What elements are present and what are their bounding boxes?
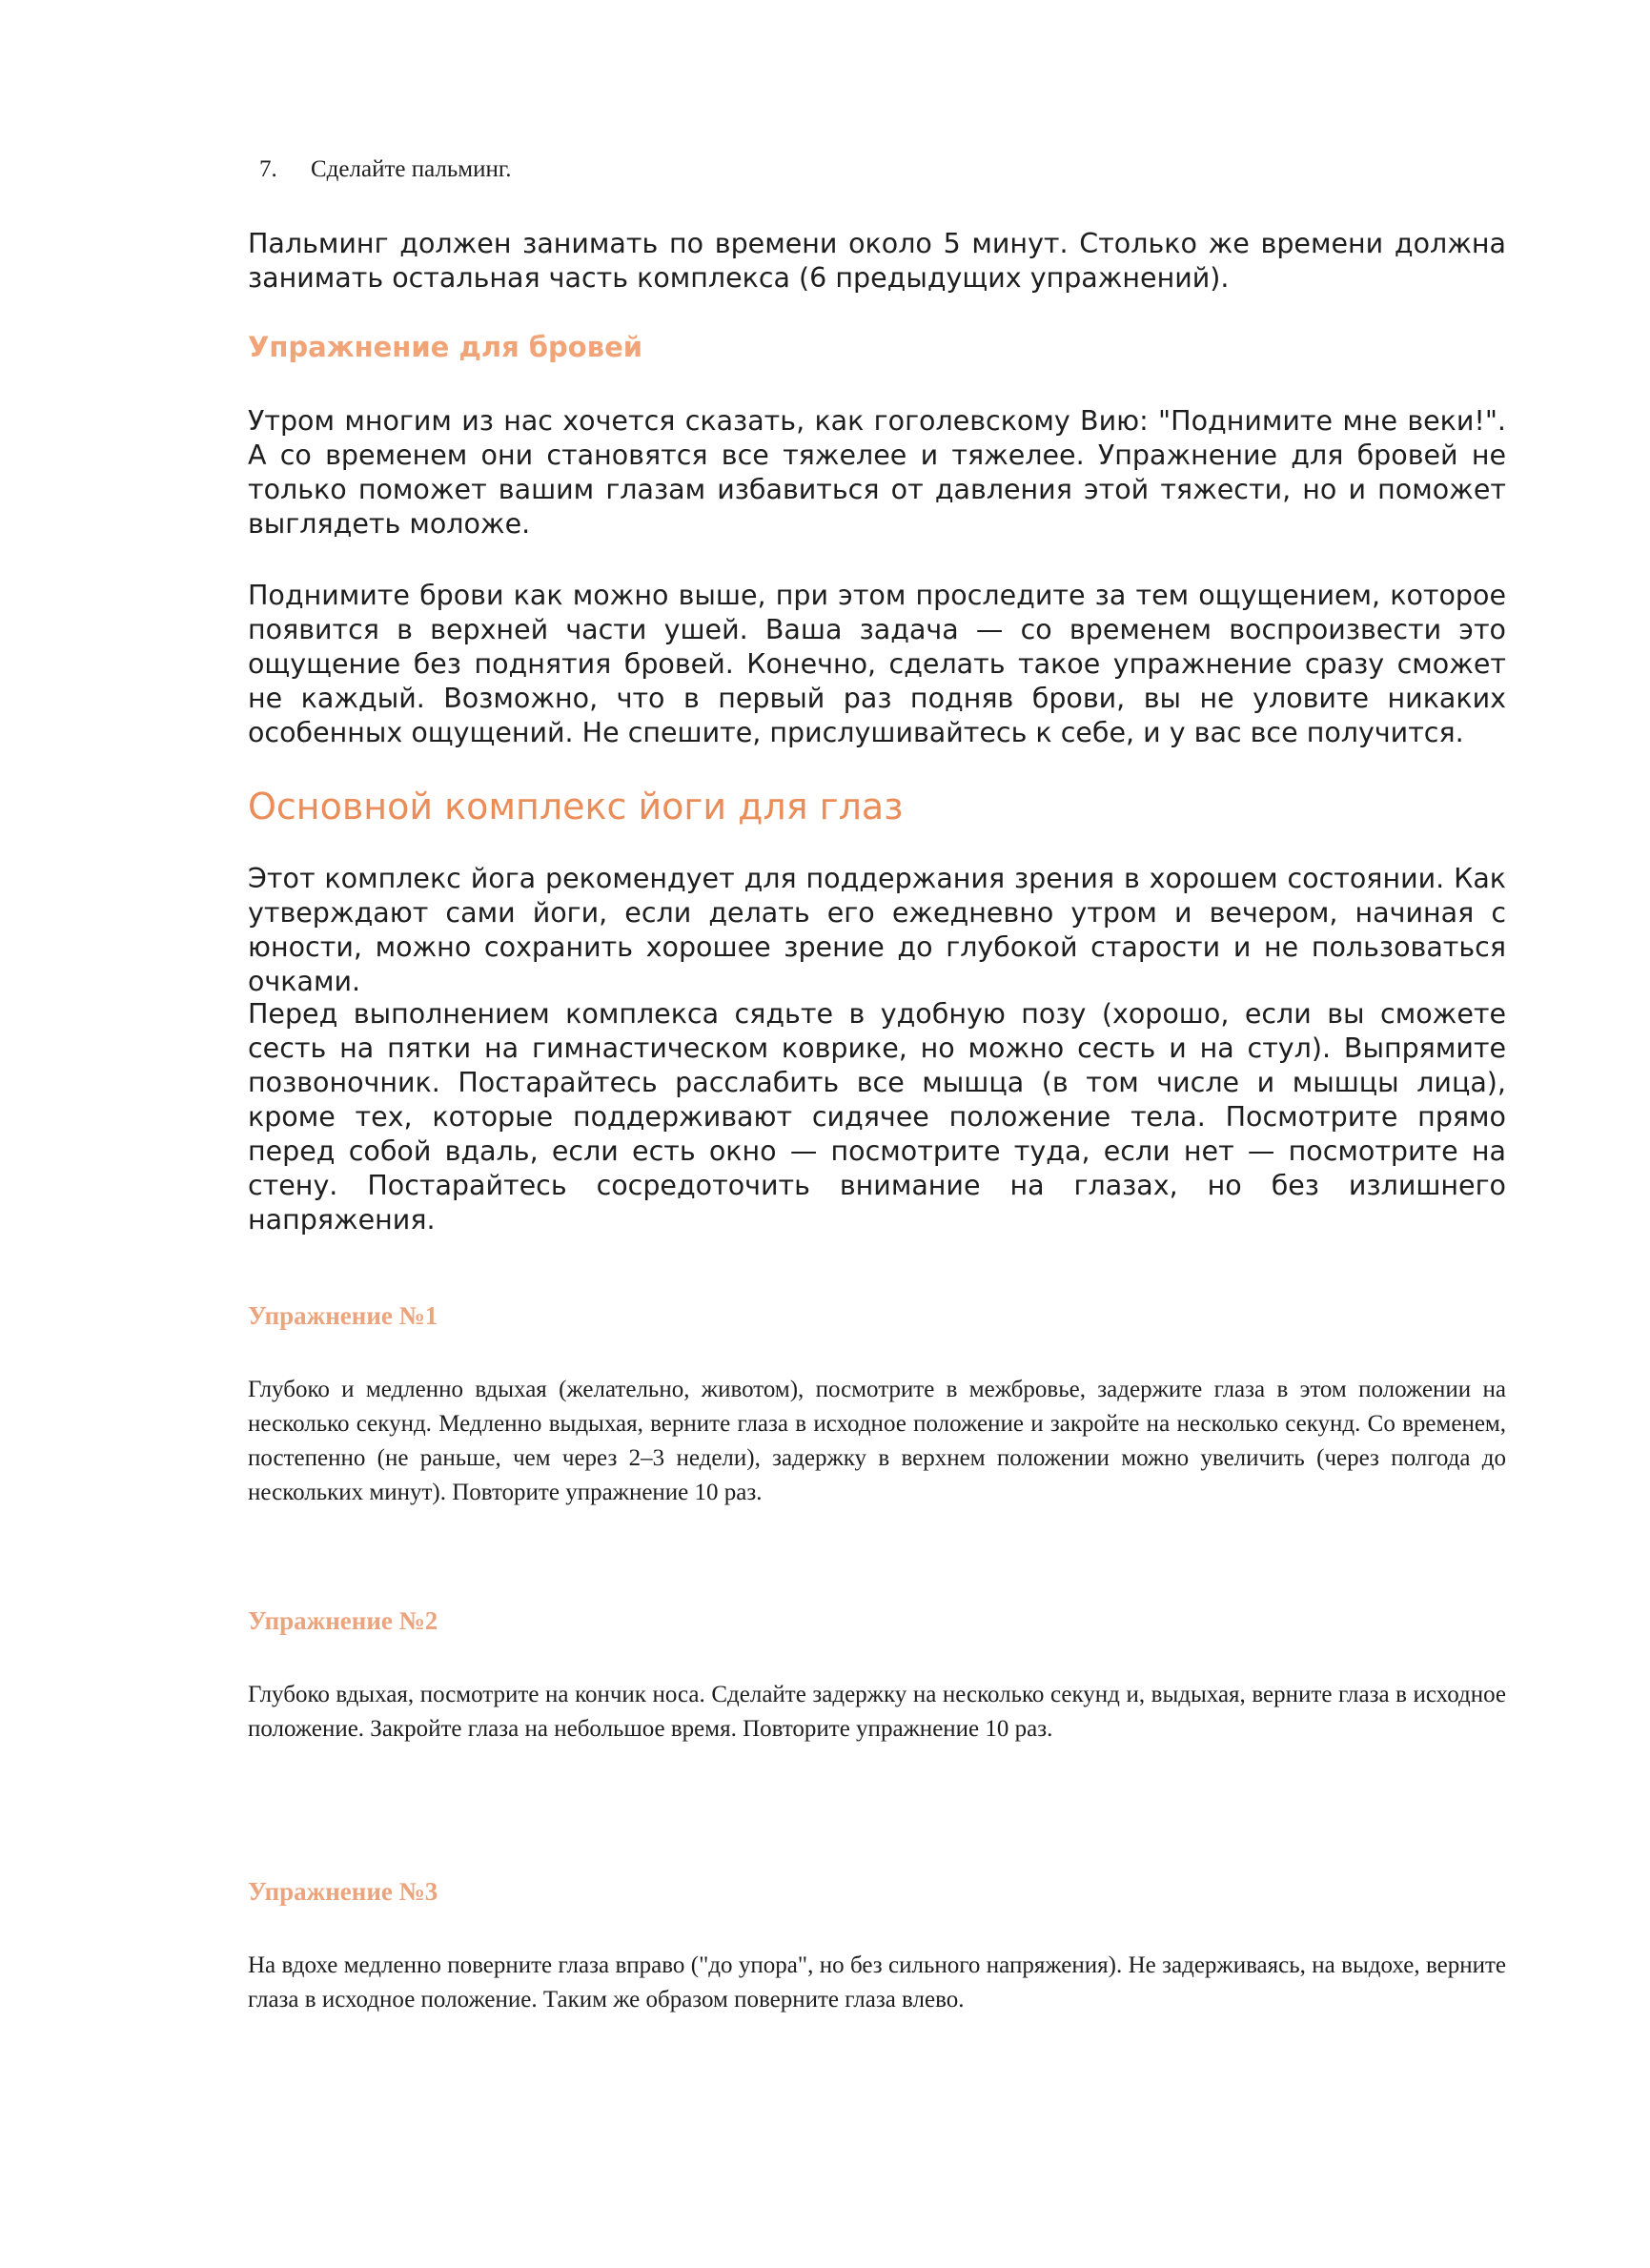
palming-note: Пальминг должен занимать по времени около 5 минут. Столько же времени должна занимать остальная часть комплекса (6 предыдущих упражнений).	[248, 228, 1506, 294]
exercise-3-text: На вдохе медленно поверните глаза вправо ("до упора", но без сильного напряжения). Не задерживаясь, на выдохе, верните глаза в исходное положение. Таким же образом поверните глаза влево.	[248, 1952, 1506, 2013]
eyebrows-paragraph-2: Поднимите брови как можно выше, при этом проследите за тем ощущением, которое появится в верхней части ушей. Ваша задача — со временем воспроизвести это ощущение без поднятия бровей. Конечно, сделать такое упражнение сразу сможет не каждый. Возможно, что в первый раз подняв брови, вы не уловите никаких особенных ощущений. Не спешите, прислушивайтесь к себе, и у вас все получится.	[248, 580, 1506, 748]
exercise-2-heading: Упражнение №2	[248, 1606, 438, 1635]
exercise-2-text: Глубоко вдыхая, посмотрите на кончик носа. Сделайте задержку на несколько секунд и, выдыхая, верните глаза в исходное положение. Закройте глаза на небольшое время. Повторите упражнение 10 раз.	[248, 1682, 1506, 1742]
eyebrows-paragraph-1: Утром многим из нас хочется сказать, как гоголевскому Вию: "Поднимите мне веки!". А со временем они становятся все тяжелее и тяжелее. Упражнение для бровей не только поможет вашим глазам избавиться от давления этой тяжести, но и поможет выглядеть моложе.	[248, 405, 1506, 540]
exercise-3-heading: Упражнение №3	[248, 1877, 438, 1906]
main-complex-paragraph-2: Перед выполнением комплекса сядьте в удобную позу (хорошо, если вы сможете сесть на пятки на гимнастическом коврике, но можно сесть и на стул). Выпрямите позвоночник. Постарайтесь расслабить все мышца (в том числе и мышцы лица), кроме тех, которые поддерживают сидячее положение тела. Посмотрите прямо перед собой вдаль, если есть окно — посмотрите туда, если нет — посмотрите на стену. Постарайтесь сосредоточить внимание на глазах, но без излишнего напряжения.	[248, 998, 1506, 1236]
eyebrows-heading: Упражнение для бровей	[248, 331, 643, 363]
list-item-7	[259, 153, 1518, 187]
exercise-1-text: Глубоко и медленно вдыхая (желательно, животом), посмотрите в межбровье, задержите глаза в этом положении на несколько секунд. Медленно выдыхая, верните глаза в исходное положение и закройте на несколько секунд. Со временем, постепенно (не раньше, чем через 2–3 недели), задержку в верхнем положении можно увеличить (через полгода до нескольких минут). Повторите упражнение 10 раз.	[248, 1377, 1506, 1505]
main-complex-paragraph-1: Этот комплекс йога рекомендует для поддержания зрения в хорошем состоянии. Как утверждают сами йоги, если делать его ежедневно утром и вечером, начиная с юности, можно сохранить хорошее зрение до глубокой старости и не пользоваться очками.	[248, 863, 1506, 997]
list-item-number: 7.	[259, 156, 277, 182]
main-complex-heading: Основной комплекс йоги для глаз	[248, 786, 904, 828]
list-item-text: Сделайте пальминг.	[311, 156, 512, 182]
exercise-1-heading: Упражнение №1	[248, 1301, 438, 1330]
